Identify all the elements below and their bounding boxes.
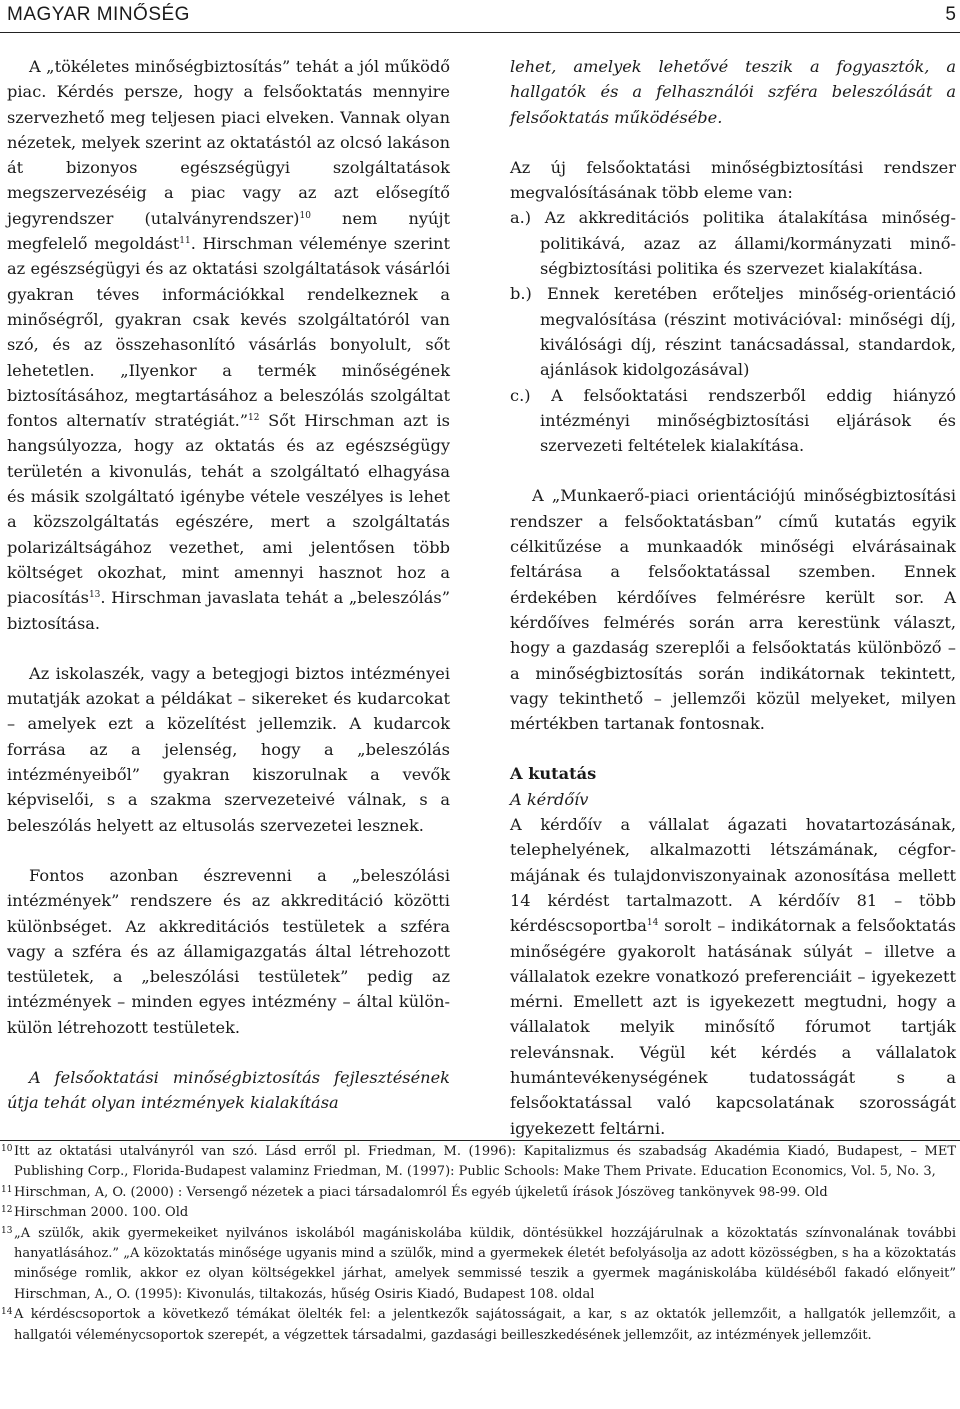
right-paragraph-2: Az új felsőoktatási minőségbiztosítási rendszer megvalósításának több eleme van: xyxy=(510,157,956,203)
text-run: A „tökéletes minőségbiztosítás” tehát a jól működő piac. Kérdés persze, hogy a felsőoktatás mennyire szervezhető meg teljesen piaci elveken. Vannak olyan nézetek, melyek szerint az oktatástól az olcsó lakáson át bizonyos egészségügyi szolgáltatások megszervezéséig a piac vagy az azt elősegítő jegyrendszer (utalványrendszer) xyxy=(7,57,450,228)
left-column xyxy=(7,54,450,1116)
footnote-ref-11[interactable]: 11 xyxy=(179,236,191,247)
text-run: Sőt Hirschman azt is hangsúlyozza, hogy az oktatás és az egészségügy területén a kivonulás, tehát a szolgáltató elhagyása és másik szolgáltató igénybe vétele veszélyes is lehet a közszolgáltatás egészére, mert a szolgáltatás polarizáltságához vezethet, ami jelentősen több költséget okozhat, mint amennyi hasznot hoz a piacosítás xyxy=(7,411,450,608)
footnote-text: Hirschman 2000. 100. Old xyxy=(14,1205,189,1221)
footnote-text: Itt az oktatási utalványról van szó. Lásd erről pl. Friedman, M. (1996): Kapitalizmus és szabadság Akadémia Kiadó, Budapest, – MET Publishing Corp., Florida-Budapest valaminz Friedman, M. (1997): Public Schools: Make Them Private. Education Economics, Vol. 5, No. 3, xyxy=(14,1144,956,1180)
footnote-ref-14[interactable]: 14 xyxy=(646,918,659,929)
list-item: a.) Az akkreditációs politika átalakítása minőségpolitikává, azaz az állami/kormányzati minőségbiztosítási politika és szervezet kialakítása. xyxy=(510,208,956,279)
footnote-number: 10 xyxy=(1,1144,13,1154)
footnote-ref-12[interactable]: 12 xyxy=(248,413,260,424)
right-column xyxy=(510,54,956,1141)
text-run: . Hirschman véleménye szerint az egészségügyi és az oktatási szolgáltatások vásárlói gyakran téves információkkal rendelkeznek a minőségről, gyakran csak kevés szolgáltatóról van szó, és az összehasonlító vásárlás bonyolult, sőt lehetetlen. „Ilyenkor a termék minőségének biztosításához, megtartásához a beleszólás szolgáltat fontos alternatív stratégiát.” xyxy=(7,234,450,431)
left-paragraph-2: Az iskolaszék, vagy a betegjogi biztos intézményei mutatják azokat a példákat – sikereket és kudarcokat – amelyek ezt a közelítést jellemzik. A kudarcok forrása az a jelenség, hogy a „beleszólás intézményeiből” gyakran kiszorulnak a vevők képviselői, s a szakma szervezeteivé válnak, s a beleszólás helyett az eltusolás szervezetei lesznek. xyxy=(7,663,450,835)
text-run: sorolt – indikátornak a felsőoktatás minőségére gyakorolt hatásának súlyát – illetve a vállalatok ezekre vonatkozó preferenciáit – igyekezett mérni. Emellett azt is igyekezett megtudni, hogy a vállalatok melyik minősítő fórumot tartják relevánsnak. Végül két kérdés a vállalatok humántevékenységének tudatosságát s a felsőoktatással való kapcsolatának szorosságát igyekezett feltárni. xyxy=(510,916,956,1138)
footnote-13 xyxy=(1,1224,956,1306)
section-heading: A kutatás xyxy=(510,764,597,784)
right-paragraph-3: A „Munkaerő-piaci orientációjú minőségbiztosítási rendszer a felsőoktatásban” című kutatás egyik célkitűzése a munkaadók minőségi elvárásainak feltárása a felsőoktatással szemben. Ennek érdekében kérdőíves felmérésre került sor. A kérdőíves felmérés során arra kerestünk választ, hogy a gazdaság szereplői a felsőoktatás különböző – a minőségbiztosítás során indikátornak tekintett, vagy tekinthető – jellemzői közül melyeket, milyen mértékben tartanak fontosnak. xyxy=(510,486,956,734)
footnote-number: 14 xyxy=(1,1307,13,1318)
text-run: A kérdőív a vállalat ágazati hovatartozásának, telephelyének, alkalmazotti létszámának, cégformájának és tulajdonviszonyainak azonosítása mellett 14 kérdést tartalmazott. A kérdőív 81 – több kérdéscsoportba xyxy=(510,815,956,936)
footnote-10 xyxy=(1,1142,956,1183)
footnote-text: „A szülők, akik gyermekeiket nyilvános iskolából magániskolába küldik, döntésükkel hozzájárulnak a közoktatás színvonalának további hanyatlásához.” „A közoktatás minősége ugyanis mind a szülők, mind a gyermekek életét befolyásolja az adott közösségben, s ha a közoktatás minősége romlik, akkor ez olyan költségekkel járhat, amelyek semmissé teszik a gyermek magániskolába küldéséből fakadó előnyeit” Hirschman, A., O. (1995): Kivonulás, tiltakozás, hűség Osiris Kiadó, Budapest 108. oldal xyxy=(14,1225,956,1302)
footnote-number: 12 xyxy=(1,1205,13,1216)
footnote-text: A kérdéscsoportok a következő témákat ölelték fel: a jelentkezők sajátosságait, a kar, s az oktatók jellemzőit, a hallgatók jellemzőit, a hallgatói véleménycsoportok szerepét, a végzettek társadalmi, gazdasági beilleszkedésének jellemzőit, az intézmények jellemzőit. xyxy=(14,1307,956,1343)
page-number: 5 xyxy=(945,4,956,25)
header-rule xyxy=(0,32,960,33)
requirements-list xyxy=(510,205,956,458)
text-run: . Hirschman javaslata tehát a „beleszólás” biztosítása. xyxy=(7,588,450,633)
footnote-11 xyxy=(1,1183,956,1203)
running-header xyxy=(0,4,960,30)
right-paragraph-4 xyxy=(510,812,956,1141)
list-item: b.) Ennek keretében erőteljes minőség-orientáció megvalósítása (részint motivációval: minőségi díj, kiválósági díj, részint tanácsadással, standardok, ajánlások kidolgozásával) xyxy=(510,284,956,380)
footnotes xyxy=(1,1142,956,1346)
footnote-ref-10[interactable]: 10 xyxy=(299,210,311,221)
footnote-text: Hirschman, A, O. (2000) : Versengő nézetek a piaci társadalomról És egyéb újkeletű írások Jószöveg tankönyvek 98-99. Old xyxy=(14,1184,828,1200)
left-paragraph-1 xyxy=(7,54,450,636)
right-paragraph-1: lehet, amelyek lehetővé teszik a fogyasztók, a hallgatók és a felhasználói szféra beleszólását a felsőoktatás működésébe. xyxy=(510,57,956,127)
footnote-ref-13[interactable]: 13 xyxy=(88,590,101,601)
journal-title: MAGYAR MINŐSÉG xyxy=(7,4,190,25)
left-paragraph-3: Fontos azonban észrevenni a „beleszólási intézmények” rendszere és az akkreditáció közötti különbséget. Az akkreditációs testületek a szféra vagy a szféra és az államigazgatás által létrehozott testületek, a „beleszólási testületek” pedig az intézmények – minden egyes intézmény – által külön-külön létrehozott testületek. xyxy=(7,865,450,1037)
list-item: c.) A felsőoktatási rendszerből eddig hiányzó intézményi minőségbiztosítási eljárások és szervezeti feltételek kialakítása. xyxy=(510,385,956,456)
subsection-heading: A kérdőív xyxy=(510,789,589,809)
footnote-number: 13 xyxy=(1,1225,13,1236)
footnote-rule xyxy=(0,1140,960,1141)
text-run: nem nyújt megfelelő megoldást xyxy=(7,208,450,254)
footnote-14 xyxy=(1,1305,956,1346)
left-paragraph-4: A felsőoktatási minőségbiztosítás fejlesztésének útja tehát olyan intézmények kialakítása xyxy=(7,1067,450,1113)
footnote-number: 11 xyxy=(1,1184,13,1195)
footnote-12 xyxy=(1,1203,956,1223)
